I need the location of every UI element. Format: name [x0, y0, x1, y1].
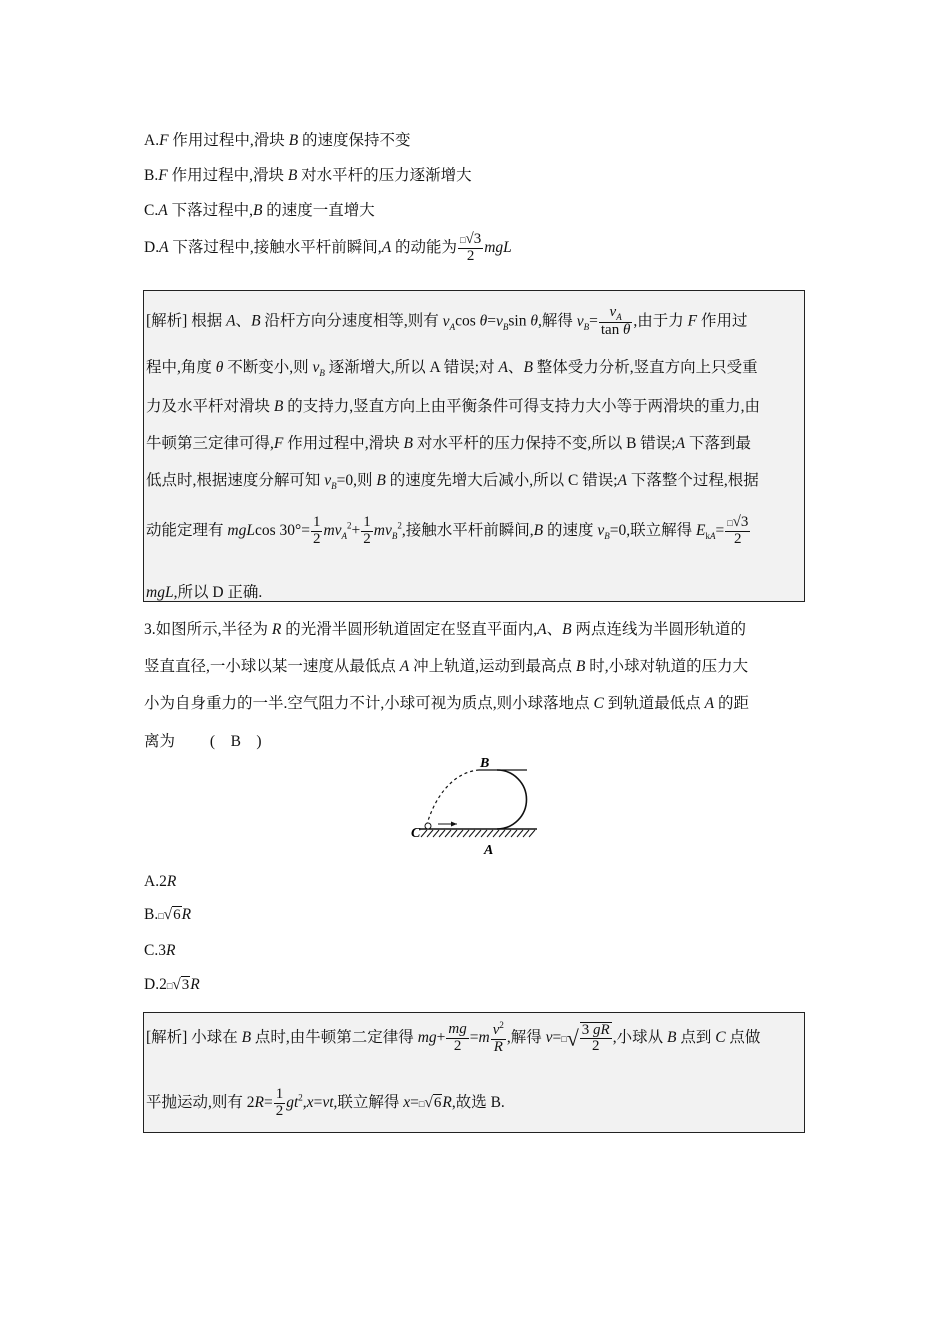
option-3a: A.2R	[144, 873, 177, 890]
q3-line1: 3.如图所示,半径为 R 的光滑半圆形轨道固定在竖直平面内,A、B 两点连线为半圆形轨道的	[144, 621, 746, 638]
label-b: B	[480, 756, 490, 771]
option-2d: D.A 下落过程中,接触水平杆前瞬间,A 的动能为 $\frac{□√3}{2}$ mgL	[144, 231, 512, 264]
analysis-box-q2	[143, 290, 805, 602]
option-2a: A.F 作用过程中,滑块 B 的速度保持不变	[144, 132, 411, 149]
analysis2-line5: 低点时,根据速度分解可知 $v_B=0$,则 B 的速度先增大后减小,所以 C 错误;A 下落整个过程,根据	[146, 472, 759, 492]
analysis2-line6: 动能定理有 mgLcos 30°= $\frac{1}{2}$ $mv_A^2+$ $\frac{1}{2}$ $mv_B^2$,接触水平杆前瞬间,B 的速度 $v_B=0$,联立解得 $E_{kA}=$ $\frac{□√3}{2}$	[146, 514, 749, 547]
option-2b: B.F 作用过程中,滑块 B 对水平杆的压力逐渐增大	[144, 167, 472, 184]
label-c: C	[411, 826, 421, 841]
analysis3-line1: [解析] 小球在 B 点时,由牛顿第二定律得 mg+ $\frac{mg}{2}$ =m $\frac{v^2}{R}$ ,解得 v=□√ $\frac{3 gR}{2}$ ,小球从 B 点到 C 点做	[146, 1020, 761, 1055]
q3-line2: 竖直直径,一小球以某一速度从最低点 A 冲上轨道,运动到最高点 B 时,小球对轨道的压力大	[144, 658, 749, 675]
analysis2-line7: mgL,所以 D 正确.	[146, 584, 263, 601]
option-2c: C.A 下落过程中,B 的速度一直增大	[144, 202, 375, 219]
q3-line4: 离为 ( B )	[144, 733, 262, 750]
q3-line3: 小为自身重力的一半.空气阻力不计,小球可视为质点,则小球落地点 C 到轨道最低点 A 的距	[144, 695, 749, 712]
option-3c: C.3R	[144, 942, 176, 959]
analysis-box-q3	[143, 1012, 805, 1133]
option-3d: D.2□√3R	[144, 976, 200, 993]
analysis2-line4: 牛顿第三定律可得,F 作用过程中,滑块 B 对水平杆的压力保持不变,所以 B 错误;A 下落到最	[146, 435, 751, 452]
label-a: A	[484, 843, 494, 858]
analysis2-line2: 程中,角度 θ 不断变小,则 $v_B$ 逐渐增大,所以 A 错误;对 A、B 整体受力分析,竖直方向上只受重	[146, 359, 758, 379]
option-3b: B.□√6R	[144, 906, 192, 923]
analysis3-line2: 平抛运动,则有 2R= $\frac{1}{2}$ $gt^2,x=vt$,联立解得 x=□√6R,故选 B.	[146, 1086, 505, 1119]
analysis2-line3: 力及水平杆对滑块 B 的支持力,竖直方向上由平衡条件可得支持力大小等于两滑块的重力,由	[146, 398, 760, 415]
answer: ( B )	[209, 733, 262, 750]
semicircle-track-figure	[405, 752, 545, 862]
analysis2-line1: [解析] 根据 A、B 沿杆方向分速度相等,则有 $v_A\cos$ $\theta=v_B\sin$ θ,解得 $v_B=$ $\frac{v_A}{\text{tan θ}}$ ,由于力 F 作用过	[146, 304, 748, 339]
